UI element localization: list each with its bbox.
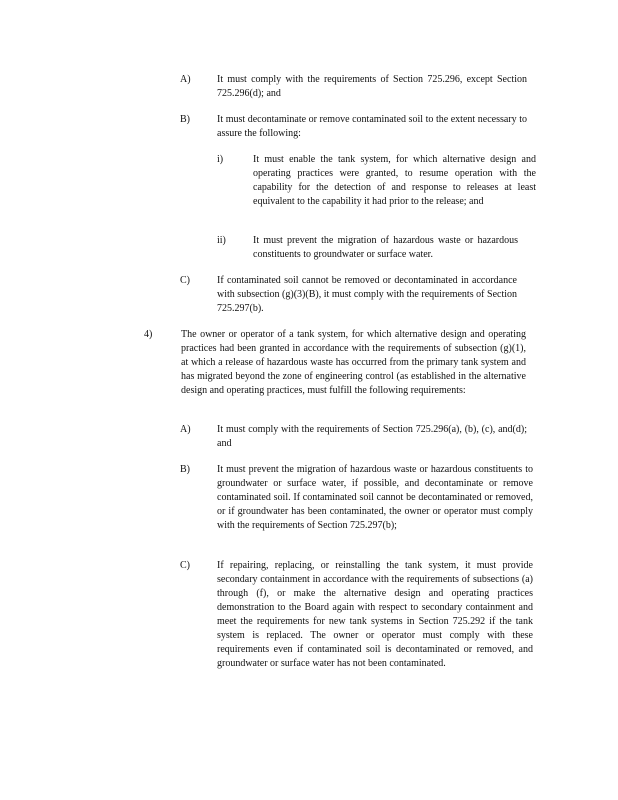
subsection-label: C) xyxy=(180,560,190,571)
subsection-text: If repairing, replacing, or reinstalling the tank system, it must provide secondary containment in accordance with the requirements of subsections (a) through (f), or make the alternative design and operating practices demonstration to the Board again with respect to secondary containment and meet the requirements for new tank systems in Section 725.292 if the tank system is replaced. The owner or operator must comply with these requirements even if contaminated soil is decontaminated or removed, and groundwater or surface water has not been contaminated. xyxy=(217,560,533,669)
subsection-label: B) xyxy=(180,464,190,475)
subsection-label: A) xyxy=(180,424,191,435)
subsection-label: i) xyxy=(217,154,224,165)
subsection-label: B) xyxy=(180,114,190,125)
subsection-text: It must enable the tank system, for which alternative design and operating practices were granted, to resume operation with the capability for the detection of and response to releases at least equivalent to the capability it had prior to the release; and xyxy=(253,154,536,207)
subsection-text: It must comply with the requirements of Section 725.296, except Section 725.296(d); and xyxy=(217,74,527,99)
paragraph-label: 4) xyxy=(144,329,153,340)
subsection-text: It must decontaminate or remove contaminated soil to the extent necessary to assure the following: xyxy=(217,114,527,139)
subsection-label: A) xyxy=(180,74,191,85)
subsection-text: It must comply with the requirements of Section 725.296(a), (b), (c), and(d); and xyxy=(217,424,527,449)
subsection-text: If contaminated soil cannot be removed or decontaminated in accordance with subsection (g)(3)(B), it must comply with the requirements of Section 725.297(b). xyxy=(217,275,517,314)
subsection-text: It must prevent the migration of hazardous waste or hazardous constituents to groundwater or surface water, if possible, and decontaminate or remove contaminated soil. If contaminated soil cannot be decontaminated or removed, or if groundwater has been contaminated, the owner or operator must comply with the requirements of Section 725.297(b); xyxy=(217,464,533,531)
subsection-label: C) xyxy=(180,275,190,286)
subsection-label: ii) xyxy=(217,235,226,246)
subsection-text: It must prevent the migration of hazardous waste or hazardous constituents to groundwater or surface water. xyxy=(253,235,518,260)
paragraph-text: The owner or operator of a tank system, for which alternative design and operating practices had been granted in accordance with the requirements of subsection (g)(1), at which a release of hazardous waste has occurred from the primary tank system and has migrated beyond the zone of engineering control (as established in the alternative design and operating practices, must fulfill the following requirements: xyxy=(181,329,526,396)
